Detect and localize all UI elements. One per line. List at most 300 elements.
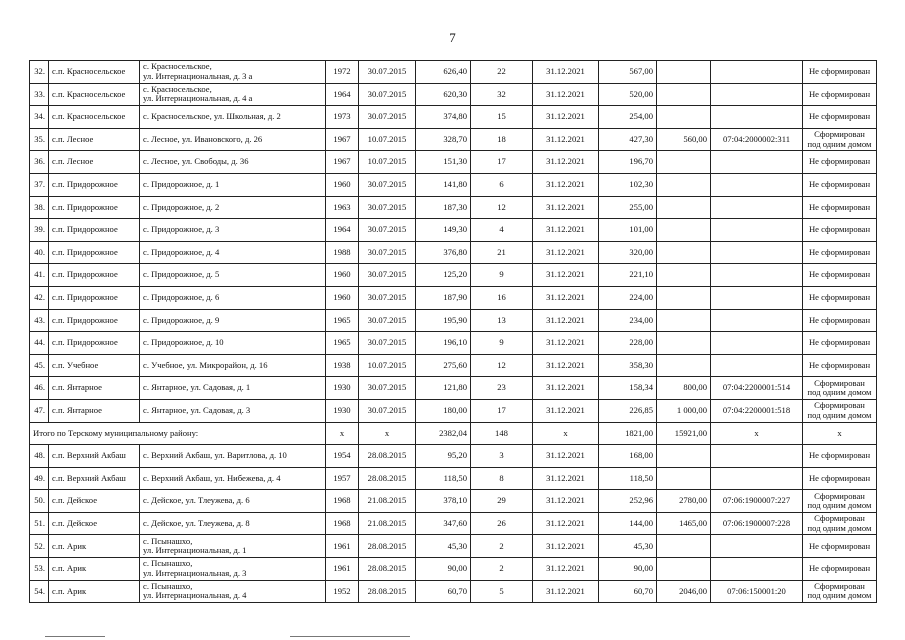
- area-cell: 275,60: [416, 354, 471, 377]
- table-row: [30, 512, 877, 535]
- area-cell: 121,80: [416, 377, 471, 400]
- table-row: [30, 151, 877, 174]
- row-number: 45.: [30, 354, 49, 377]
- row-number: 52.: [30, 535, 49, 558]
- area2-cell: 254,00: [599, 106, 657, 129]
- plan-date-cell: 31.12.2021: [533, 535, 599, 558]
- date-cell: 28.08.2015: [359, 445, 416, 468]
- plan-date-cell: 31.12.2021: [533, 219, 599, 242]
- plan-date-cell: 31.12.2021: [533, 264, 599, 287]
- row-number: 49.: [30, 467, 49, 490]
- status-cell: Сформирован под одним домом: [803, 377, 877, 400]
- area-cell: 374,80: [416, 106, 471, 129]
- cadastre-cell: [711, 558, 803, 581]
- date-cell: 10.07.2015: [359, 151, 416, 174]
- table-row: [30, 399, 877, 422]
- land-area-cell: 1465,00: [657, 512, 711, 535]
- address-cell: с. Красносельское, ул. Школьная, д. 2: [140, 106, 326, 129]
- residents-cell: 5: [471, 580, 533, 603]
- land-area-cell: [657, 173, 711, 196]
- date-cell: 30.07.2015: [359, 377, 416, 400]
- cadastre-cell: [711, 106, 803, 129]
- settlement-cell: с.п. Верхний Акбаш: [49, 445, 140, 468]
- table-row: [30, 264, 877, 287]
- status-cell: Не сформирован: [803, 558, 877, 581]
- date-cell: х: [359, 422, 416, 445]
- area2-cell: 520,00: [599, 83, 657, 106]
- date-cell: 30.07.2015: [359, 83, 416, 106]
- date-cell: 30.07.2015: [359, 332, 416, 355]
- row-number: 32.: [30, 61, 49, 84]
- table-row: [30, 286, 877, 309]
- area-cell: 149,30: [416, 219, 471, 242]
- status-cell: Не сформирован: [803, 535, 877, 558]
- year-cell: 1961: [326, 558, 359, 581]
- cadastre-cell: [711, 467, 803, 490]
- date-cell: 21.08.2015: [359, 490, 416, 513]
- area-cell: 195,90: [416, 309, 471, 332]
- date-cell: 28.08.2015: [359, 580, 416, 603]
- area2-cell: 1821,00: [599, 422, 657, 445]
- cadastre-cell: 07:04:2000002:311: [711, 128, 803, 151]
- residents-cell: 9: [471, 332, 533, 355]
- plan-date-cell: 31.12.2021: [533, 354, 599, 377]
- residents-cell: 12: [471, 354, 533, 377]
- row-number: 51.: [30, 512, 49, 535]
- date-cell: 30.07.2015: [359, 286, 416, 309]
- residents-cell: 23: [471, 377, 533, 400]
- address-cell: с. Дейское, ул. Тлеужева, д. 6: [140, 490, 326, 513]
- year-cell: х: [326, 422, 359, 445]
- plan-date-cell: х: [533, 422, 599, 445]
- plan-date-cell: 31.12.2021: [533, 512, 599, 535]
- area-cell: 118,50: [416, 467, 471, 490]
- settlement-cell: с.п. Придорожное: [49, 264, 140, 287]
- area-cell: 125,20: [416, 264, 471, 287]
- residents-cell: 6: [471, 173, 533, 196]
- area2-cell: 358,30: [599, 354, 657, 377]
- address-cell: с. Псынашхо, ул. Интернациональная, д. 4: [140, 580, 326, 603]
- settlement-cell: с.п. Красносельское: [49, 106, 140, 129]
- row-number: 36.: [30, 151, 49, 174]
- settlement-cell: с.п. Янтарное: [49, 399, 140, 422]
- area2-cell: 221,10: [599, 264, 657, 287]
- cadastre-cell: [711, 354, 803, 377]
- area2-cell: 567,00: [599, 61, 657, 84]
- land-area-cell: [657, 83, 711, 106]
- row-number: 38.: [30, 196, 49, 219]
- cadastre-cell: [711, 173, 803, 196]
- area2-cell: 101,00: [599, 219, 657, 242]
- land-area-cell: [657, 445, 711, 468]
- plan-date-cell: 31.12.2021: [533, 309, 599, 332]
- area-cell: 95,20: [416, 445, 471, 468]
- date-cell: 30.07.2015: [359, 309, 416, 332]
- settlement-cell: с.п. Придорожное: [49, 332, 140, 355]
- plan-date-cell: 31.12.2021: [533, 173, 599, 196]
- cadastre-cell: 07:06:1900007:227: [711, 490, 803, 513]
- residents-cell: 148: [471, 422, 533, 445]
- area2-cell: 196,70: [599, 151, 657, 174]
- address-cell: с. Придорожное, д. 2: [140, 196, 326, 219]
- row-number: 37.: [30, 173, 49, 196]
- settlement-cell: с.п. Придорожное: [49, 309, 140, 332]
- cadastre-cell: [711, 219, 803, 242]
- settlement-cell: с.п. Арик: [49, 558, 140, 581]
- area-cell: 187,30: [416, 196, 471, 219]
- date-cell: 10.07.2015: [359, 128, 416, 151]
- row-number: 44.: [30, 332, 49, 355]
- settlement-cell: с.п. Придорожное: [49, 286, 140, 309]
- status-cell: Не сформирован: [803, 467, 877, 490]
- status-cell: Сформирован под одним домом: [803, 512, 877, 535]
- plan-date-cell: 31.12.2021: [533, 196, 599, 219]
- year-cell: 1961: [326, 535, 359, 558]
- table-row: [30, 241, 877, 264]
- area2-cell: 45,30: [599, 535, 657, 558]
- row-number: 46.: [30, 377, 49, 400]
- year-cell: 1973: [326, 106, 359, 129]
- plan-date-cell: 31.12.2021: [533, 558, 599, 581]
- settlement-cell: с.п. Арик: [49, 580, 140, 603]
- area-cell: 2382,04: [416, 422, 471, 445]
- residents-cell: 3: [471, 445, 533, 468]
- area2-cell: 60,70: [599, 580, 657, 603]
- year-cell: 1968: [326, 490, 359, 513]
- year-cell: 1952: [326, 580, 359, 603]
- table-row: [30, 467, 877, 490]
- residents-cell: 8: [471, 467, 533, 490]
- row-number: 47.: [30, 399, 49, 422]
- row-number: 42.: [30, 286, 49, 309]
- status-cell: Не сформирован: [803, 332, 877, 355]
- address-cell: с. Янтарное, ул. Садовая, д. 1: [140, 377, 326, 400]
- residents-cell: 16: [471, 286, 533, 309]
- housing-table: [29, 60, 877, 603]
- status-cell: Не сформирован: [803, 151, 877, 174]
- year-cell: 1963: [326, 196, 359, 219]
- date-cell: 28.08.2015: [359, 535, 416, 558]
- area-cell: 328,70: [416, 128, 471, 151]
- year-cell: 1960: [326, 173, 359, 196]
- table-row: [30, 558, 877, 581]
- year-cell: 1960: [326, 264, 359, 287]
- table-row: [30, 354, 877, 377]
- plan-date-cell: 31.12.2021: [533, 490, 599, 513]
- area2-cell: 228,00: [599, 332, 657, 355]
- page-number: 7: [449, 30, 456, 45]
- table-row: [30, 173, 877, 196]
- status-cell: х: [803, 422, 877, 445]
- address-cell: с. Придорожное, д. 6: [140, 286, 326, 309]
- row-number: 41.: [30, 264, 49, 287]
- land-area-cell: 2780,00: [657, 490, 711, 513]
- table-row: [30, 219, 877, 242]
- area-cell: 376,80: [416, 241, 471, 264]
- area-cell: 347,60: [416, 512, 471, 535]
- year-cell: 1960: [326, 286, 359, 309]
- address-cell: с. Верхний Акбаш, ул. Нибежева, д. 4: [140, 467, 326, 490]
- year-cell: 1968: [326, 512, 359, 535]
- residents-cell: 26: [471, 512, 533, 535]
- land-area-cell: [657, 151, 711, 174]
- cadastre-cell: 07:04:2200001:514: [711, 377, 803, 400]
- address-cell: с. Псынашхо, ул. Интернациональная, д. 1: [140, 535, 326, 558]
- address-cell: с. Лесное, ул. Свободы, д. 36: [140, 151, 326, 174]
- land-area-cell: 800,00: [657, 377, 711, 400]
- status-cell: Не сформирован: [803, 309, 877, 332]
- table-row: [30, 580, 877, 603]
- row-number: 35.: [30, 128, 49, 151]
- plan-date-cell: 31.12.2021: [533, 128, 599, 151]
- area2-cell: 118,50: [599, 467, 657, 490]
- year-cell: 1964: [326, 83, 359, 106]
- status-cell: Не сформирован: [803, 445, 877, 468]
- table-row: [30, 332, 877, 355]
- area-cell: 180,00: [416, 399, 471, 422]
- date-cell: 28.08.2015: [359, 467, 416, 490]
- area-cell: 378,10: [416, 490, 471, 513]
- settlement-cell: с.п. Придорожное: [49, 173, 140, 196]
- status-cell: Не сформирован: [803, 354, 877, 377]
- year-cell: 1964: [326, 219, 359, 242]
- area2-cell: 234,00: [599, 309, 657, 332]
- address-cell: с. Псынашхо, ул. Интернациональная, д. 3: [140, 558, 326, 581]
- area-cell: 141,80: [416, 173, 471, 196]
- plan-date-cell: 31.12.2021: [533, 151, 599, 174]
- land-area-cell: [657, 264, 711, 287]
- residents-cell: 15: [471, 106, 533, 129]
- address-cell: с. Придорожное, д. 9: [140, 309, 326, 332]
- year-cell: 1988: [326, 241, 359, 264]
- date-cell: 28.08.2015: [359, 558, 416, 581]
- plan-date-cell: 31.12.2021: [533, 467, 599, 490]
- land-area-cell: [657, 241, 711, 264]
- date-cell: 21.08.2015: [359, 512, 416, 535]
- address-cell: с. Дейское, ул. Тлеужева, д. 8: [140, 512, 326, 535]
- row-number: 53.: [30, 558, 49, 581]
- residents-cell: 2: [471, 558, 533, 581]
- cadastre-cell: [711, 241, 803, 264]
- cadastre-cell: [711, 61, 803, 84]
- plan-date-cell: 31.12.2021: [533, 580, 599, 603]
- land-area-cell: [657, 467, 711, 490]
- address-cell: с. Верхний Акбаш, ул. Варитлова, д. 10: [140, 445, 326, 468]
- land-area-cell: [657, 106, 711, 129]
- row-number: 50.: [30, 490, 49, 513]
- settlement-cell: с.п. Придорожное: [49, 219, 140, 242]
- residents-cell: 29: [471, 490, 533, 513]
- cadastre-cell: [711, 309, 803, 332]
- date-cell: 30.07.2015: [359, 264, 416, 287]
- table-row: [30, 128, 877, 151]
- year-cell: 1930: [326, 377, 359, 400]
- residents-cell: 22: [471, 61, 533, 84]
- status-cell: Сформирован под одним домом: [803, 580, 877, 603]
- area2-cell: 255,00: [599, 196, 657, 219]
- date-cell: 30.07.2015: [359, 173, 416, 196]
- settlement-cell: с.п. Придорожное: [49, 241, 140, 264]
- status-cell: Не сформирован: [803, 264, 877, 287]
- area-cell: 620,30: [416, 83, 471, 106]
- address-cell: с. Придорожное, д. 3: [140, 219, 326, 242]
- address-cell: с. Придорожное, д. 5: [140, 264, 326, 287]
- plan-date-cell: 31.12.2021: [533, 241, 599, 264]
- date-cell: 30.07.2015: [359, 196, 416, 219]
- year-cell: 1938: [326, 354, 359, 377]
- plan-date-cell: 31.12.2021: [533, 106, 599, 129]
- cadastre-cell: 07:06:1900007:228: [711, 512, 803, 535]
- land-area-cell: [657, 61, 711, 84]
- settlement-cell: с.п. Придорожное: [49, 196, 140, 219]
- year-cell: 1972: [326, 61, 359, 84]
- land-area-cell: 15921,00: [657, 422, 711, 445]
- year-cell: 1967: [326, 128, 359, 151]
- area2-cell: 226,85: [599, 399, 657, 422]
- land-area-cell: [657, 309, 711, 332]
- land-area-cell: [657, 558, 711, 581]
- status-cell: Не сформирован: [803, 83, 877, 106]
- area-cell: 90,00: [416, 558, 471, 581]
- residents-cell: 13: [471, 309, 533, 332]
- year-cell: 1965: [326, 309, 359, 332]
- area-cell: 626,40: [416, 61, 471, 84]
- row-number: 54.: [30, 580, 49, 603]
- settlement-cell: с.п. Арик: [49, 535, 140, 558]
- address-cell: с. Янтарное, ул. Садовая, д. 3: [140, 399, 326, 422]
- plan-date-cell: 31.12.2021: [533, 377, 599, 400]
- date-cell: 30.07.2015: [359, 399, 416, 422]
- area2-cell: 168,00: [599, 445, 657, 468]
- table-row: [30, 83, 877, 106]
- address-cell: с. Красносельское, ул. Интернациональная, д. 3 а: [140, 61, 326, 84]
- cadastre-cell: [711, 332, 803, 355]
- date-cell: 10.07.2015: [359, 354, 416, 377]
- residents-cell: 4: [471, 219, 533, 242]
- status-cell: Сформирован под одним домом: [803, 490, 877, 513]
- residents-cell: 12: [471, 196, 533, 219]
- status-cell: Не сформирован: [803, 286, 877, 309]
- area2-cell: 144,00: [599, 512, 657, 535]
- settlement-cell: с.п. Лесное: [49, 128, 140, 151]
- cadastre-cell: [711, 535, 803, 558]
- residents-cell: 9: [471, 264, 533, 287]
- table-row: [30, 106, 877, 129]
- address-cell: с. Придорожное, д. 10: [140, 332, 326, 355]
- residents-cell: 21: [471, 241, 533, 264]
- settlement-cell: с.п. Дейское: [49, 490, 140, 513]
- address-cell: с. Придорожное, д. 1: [140, 173, 326, 196]
- cadastre-cell: [711, 83, 803, 106]
- area2-cell: 90,00: [599, 558, 657, 581]
- area-cell: 60,70: [416, 580, 471, 603]
- year-cell: 1967: [326, 151, 359, 174]
- status-cell: Не сформирован: [803, 241, 877, 264]
- area-cell: 151,30: [416, 151, 471, 174]
- land-area-cell: 2046,00: [657, 580, 711, 603]
- table-row: [30, 309, 877, 332]
- table-row: [30, 196, 877, 219]
- year-cell: 1954: [326, 445, 359, 468]
- row-number: 34.: [30, 106, 49, 129]
- year-cell: 1930: [326, 399, 359, 422]
- cadastre-cell: 07:06:150001:20: [711, 580, 803, 603]
- table-row: [30, 377, 877, 400]
- plan-date-cell: 31.12.2021: [533, 399, 599, 422]
- land-area-cell: [657, 535, 711, 558]
- land-area-cell: 1 000,00: [657, 399, 711, 422]
- plan-date-cell: 31.12.2021: [533, 83, 599, 106]
- plan-date-cell: 31.12.2021: [533, 445, 599, 468]
- area-cell: 187,90: [416, 286, 471, 309]
- cadastre-cell: 07:04:2200001:518: [711, 399, 803, 422]
- total-row: [30, 422, 877, 445]
- year-cell: 1957: [326, 467, 359, 490]
- settlement-cell: с.п. Верхний Акбаш: [49, 467, 140, 490]
- date-cell: 30.07.2015: [359, 241, 416, 264]
- status-cell: Сформирован под одним домом: [803, 399, 877, 422]
- row-number: 39.: [30, 219, 49, 242]
- cadastre-cell: [711, 196, 803, 219]
- cadastre-cell: [711, 151, 803, 174]
- status-cell: Не сформирован: [803, 61, 877, 84]
- status-cell: Не сформирован: [803, 173, 877, 196]
- status-cell: Не сформирован: [803, 196, 877, 219]
- land-area-cell: [657, 354, 711, 377]
- settlement-cell: с.п. Красносельское: [49, 83, 140, 106]
- area2-cell: 102,30: [599, 173, 657, 196]
- address-cell: с. Лесное, ул. Ивановского, д. 26: [140, 128, 326, 151]
- land-area-cell: [657, 286, 711, 309]
- row-number: 33.: [30, 83, 49, 106]
- table-row: [30, 535, 877, 558]
- total-label: Итого по Терскому муниципальному району:: [30, 422, 326, 445]
- land-area-cell: [657, 196, 711, 219]
- table-row: [30, 61, 877, 84]
- settlement-cell: с.п. Дейское: [49, 512, 140, 535]
- area-cell: 196,10: [416, 332, 471, 355]
- area2-cell: 158,34: [599, 377, 657, 400]
- table-row: [30, 490, 877, 513]
- date-cell: 30.07.2015: [359, 106, 416, 129]
- address-cell: с. Учебное, ул. Микрорайон, д. 16: [140, 354, 326, 377]
- residents-cell: 32: [471, 83, 533, 106]
- address-cell: с. Красносельское, ул. Интернациональная, д. 4 а: [140, 83, 326, 106]
- cadastre-cell: [711, 286, 803, 309]
- area2-cell: 252,96: [599, 490, 657, 513]
- area2-cell: 224,00: [599, 286, 657, 309]
- plan-date-cell: 31.12.2021: [533, 286, 599, 309]
- settlement-cell: с.п. Янтарное: [49, 377, 140, 400]
- residents-cell: 17: [471, 399, 533, 422]
- cadastre-cell: х: [711, 422, 803, 445]
- row-number: 48.: [30, 445, 49, 468]
- land-area-cell: 560,00: [657, 128, 711, 151]
- area-cell: 45,30: [416, 535, 471, 558]
- row-number: 40.: [30, 241, 49, 264]
- scan-mark: [290, 636, 410, 637]
- date-cell: 30.07.2015: [359, 219, 416, 242]
- land-area-cell: [657, 219, 711, 242]
- residents-cell: 2: [471, 535, 533, 558]
- area2-cell: 320,00: [599, 241, 657, 264]
- plan-date-cell: 31.12.2021: [533, 61, 599, 84]
- settlement-cell: с.п. Лесное: [49, 151, 140, 174]
- status-cell: Не сформирован: [803, 219, 877, 242]
- land-area-cell: [657, 332, 711, 355]
- plan-date-cell: 31.12.2021: [533, 332, 599, 355]
- residents-cell: 18: [471, 128, 533, 151]
